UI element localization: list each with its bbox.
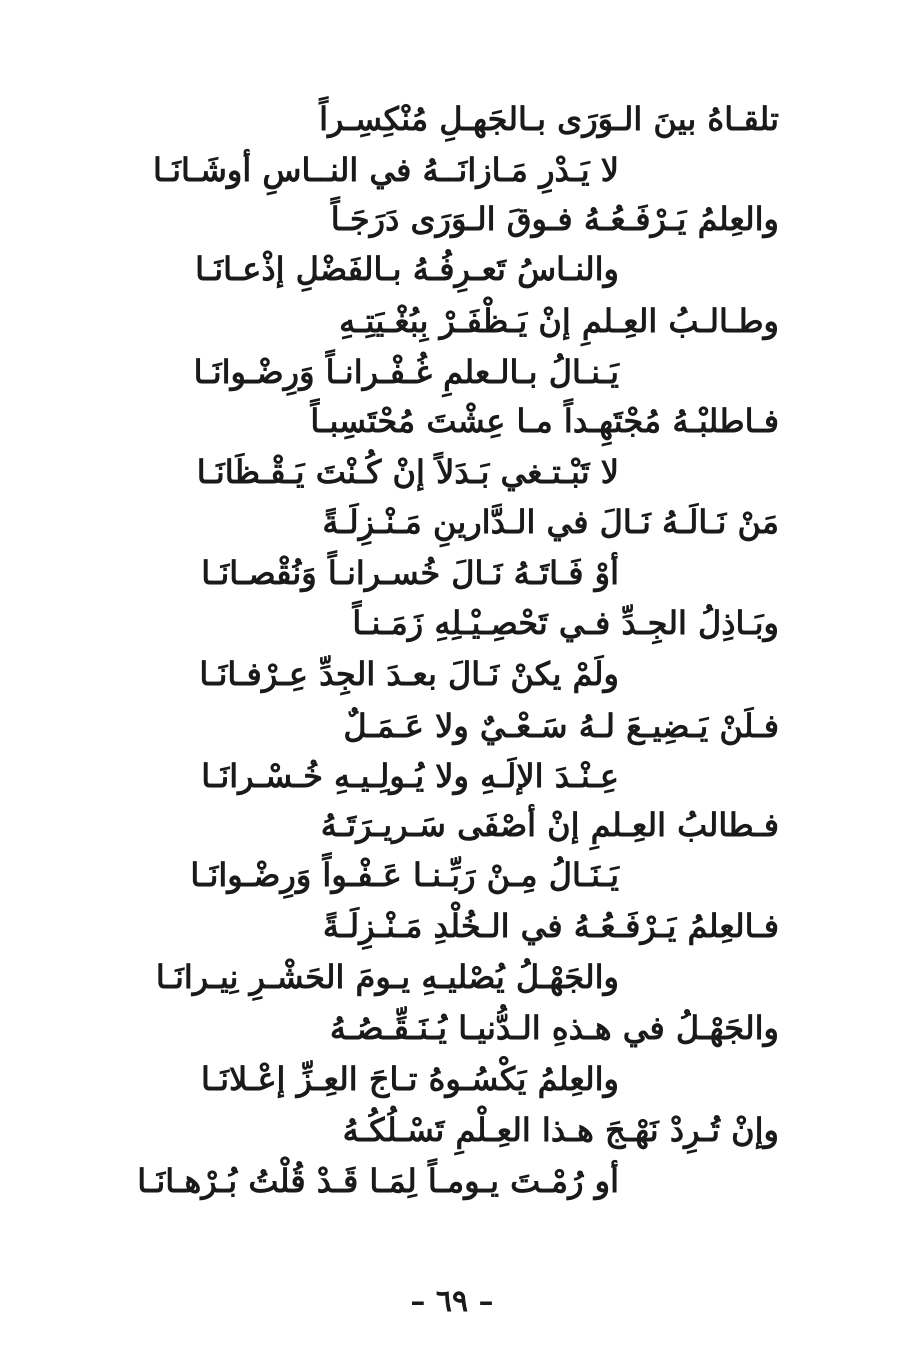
verse-line-6: يَـنـالُ بـالـعلمِ غُـفْـرانـاً وَرِضْـوانَـا: [193, 353, 619, 391]
verse-line-2: لا يَـدْرِ مَـازانَــهُ في النــاسِ أوشَـانَـا: [152, 151, 619, 189]
verse-line-22: أو رُمْـتَ يـومـاً لِمَـا قَـدْ قُلْتُ بُـرْهـانَـا: [137, 1162, 619, 1200]
verse-line-3: والعِلمُ يَـرْفَـعُـهُ فـوقَ الـوَرَى دَرَجَـاً: [330, 200, 779, 238]
verse-line-5: وطـالـبُ العِـلمِ إنْ يَـظْفَـرْ بِبُغْـيَتِـهِ: [339, 302, 779, 340]
verse-line-19: والجَهْـلُ في هـذهِ الـدُّنيـا يُـنَـقِّـصُـهُ: [329, 1009, 779, 1047]
verse-line-20: والعِلمُ يَكْسُـوهُ تـاجَ العِـزِّ إعْـلانَـا: [200, 1060, 619, 1098]
verse-line-13: فـلَنْ يَـضِيـعَ لـهُ سَـعْـيٌ ولا عَـمَـلٌ: [343, 707, 779, 745]
verse-line-14: عِـنْـدَ الإلَـهِ ولا يُـولِـيـهِ خُـسْـرانَـا: [201, 757, 619, 795]
page-number: – ٦٩ –: [410, 1284, 494, 1319]
verse-line-9: مَنْ نَـالَـهُ نَـالَ في الـدَّارينِ مَـنْـزِلَـةً: [322, 503, 779, 541]
verse-line-12: ولَمْ يكنْ نَـالَ بعـدَ الجِدِّ عِـرْفـانَـا: [199, 655, 619, 693]
verse-line-10: أوْ فَـاتَـهُ نَـالَ خُسـرانـاً وَنُقْصـانَـا: [201, 554, 619, 592]
verse-line-18: والجَهْـلُ يُصْليـهِ يـومَ الحَشْـرِ نِيـرانَـا: [155, 958, 619, 996]
verse-line-8: لا تَبْـتـغي بَـدَلاً إنْ كُـنْتَ يَـقْـظَانَـا: [196, 453, 619, 491]
verse-line-1: تلقـاهُ بينَ الـوَرَى بـالجَهـلِ مُنْكِسِـراً: [319, 100, 779, 138]
verse-line-16: يَـنَـالُ مِـنْ رَبِّـنـا عَـفْـواً وَرِضْـوانَـا: [190, 856, 619, 894]
verse-line-7: فـاطلبْـهُ مُجْتَهِـداً مـا عِشْتَ مُحْتَسِبـاً: [310, 402, 779, 440]
verse-line-4: والنـاسُ تَعـرِفُـهُ بـالفَضْلِ إذْعـانَـا: [195, 250, 619, 288]
verse-line-17: فـالعِلمُ يَـرْفَـعُـهُ في الـخُلْدِ مَـنْـزِلَـةً: [322, 907, 779, 945]
verse-line-15: فـطالبُ العِـلمِ إنْ أصْفَى سَـريـرَتَـهُ: [320, 806, 779, 844]
verse-line-21: وإنْ تُـرِدْ نَهْـجَ هـذا العِـلْمِ تَسْـلُكُـهُ: [342, 1111, 779, 1149]
verse-line-11: وبَـاذِلُ الجِـدِّ فـي تَحْصِـيْـلِهِ زَمَـنـاً: [352, 604, 779, 642]
